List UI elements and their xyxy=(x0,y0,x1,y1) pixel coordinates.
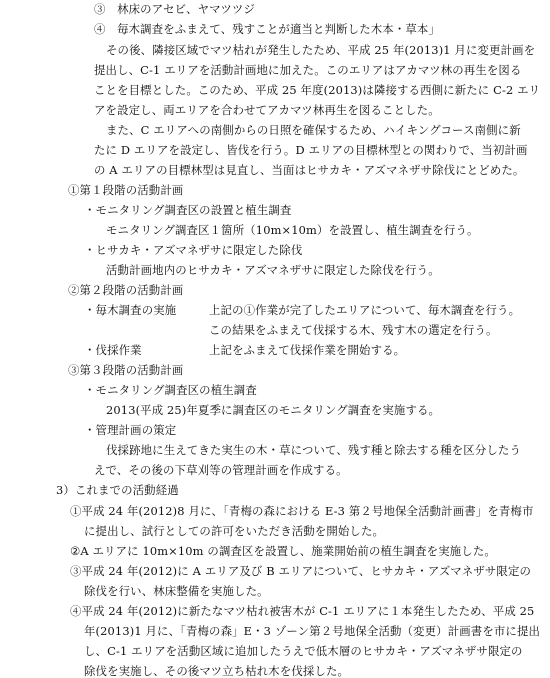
section-heading-stage1: ①第１段階の活動計画 xyxy=(68,183,184,197)
paragraph-line: たに D エリアを設定し、皆伐を行う。D エリアの目標林型との関わりで、当初計画 xyxy=(94,143,528,157)
paragraph-line: アを設定し、両エリアを合わせてアカマツ林再生を図ることした。 xyxy=(94,103,440,117)
list-item-3-undergrowth: ③ 林床のアセビ、ヤマツツジ xyxy=(94,2,255,16)
bullet-detail: 上記の①作業が完了したエリアについて、毎木調査を行う。 xyxy=(209,303,521,317)
history-item-continued: 年(2013)1 月に、「青梅の森」E・3 ゾーン第２号地保全活動（変更）計画書を市に提出 xyxy=(84,624,541,638)
history-item: ④平成 24 年(2012)に新たなマツ枯れ被害木が C-1 エリアに１本発生したため、平成 25 xyxy=(70,604,535,618)
bullet-item: ・管理計画の策定 xyxy=(84,423,177,437)
bullet-detail: 上記をふまえて伐採作業を開始する。 xyxy=(209,343,406,357)
bullet-detail: この結果をふまえて伐採する木、残す木の選定を行う。 xyxy=(209,323,498,337)
bullet-detail: モニタリング調査区１箇所（10m×10m）を設置し、植生調査を行う。 xyxy=(106,223,479,237)
bullet-item: ・モニタリング調査区の植生調査 xyxy=(84,383,257,397)
paragraph-line: の A エリアの目標林型は見直し、当面はヒサカキ・アズマネザサ除伐にとどめた。 xyxy=(94,163,525,177)
bullet-item: ・モニタリング調査区の設置と植生調査 xyxy=(84,203,292,217)
history-item-continued: 除伐を実施し、その後マツ立ち枯れ木を伐採した。 xyxy=(84,664,350,678)
paragraph-line: 提出し、C-1 エリアを活動計画地に加えた。このエリアはアカマツ林の再生を図る xyxy=(94,63,522,77)
paragraph-line: その後、隣接区域でマツ枯れが発生したため、平成 25 年(2013)1 月に変更計画を xyxy=(106,43,536,57)
history-item-continued: に提出し、試行としての許可をいただき活動を開始した。 xyxy=(84,524,385,538)
bullet-detail: えで、その後の下草刈等の管理計画を作成する。 xyxy=(94,463,348,477)
history-item-continued: し、C-1 エリアを活動区域に追加したうえで低木層のヒサカキ・アズマネザサ限定の xyxy=(84,644,523,658)
bullet-item: ・伐採作業 xyxy=(84,343,142,357)
bullet-detail: 活動計画地内のヒサカキ・アズマネザサに限定した除伐を行う。 xyxy=(106,263,440,277)
section-heading-stage2: ②第２段階の活動計画 xyxy=(68,283,184,297)
history-item: ②A エリアに 10m×10m の調査区を設置し、施業開始前の植生調査を実施した。 xyxy=(70,544,496,558)
section-heading-activity-history: 3）これまでの活動経過 xyxy=(56,483,179,497)
bullet-item: ・毎木調査の実施 xyxy=(84,303,177,317)
bullet-detail: 伐採跡地に生えてきた実生の木・草について、残す種と除去する種を区分したう xyxy=(106,443,522,457)
history-item: ①平成 24 年(2012)8 月に、「青梅の森における E-3 第２号地保全活動計画書」を青梅市 xyxy=(70,504,534,518)
history-item: ③平成 24 年(2012)に A エリア及び B エリアについて、ヒサカキ・アズマネザサ限定の xyxy=(70,564,532,578)
bullet-item: ・ヒサカキ・アズマネザサに限定した除伐 xyxy=(84,243,303,257)
list-item-4-retained-plants: ④ 毎木調査をふまえて、残すことが適当と判断した木本・草本」 xyxy=(94,22,440,36)
paragraph-line: ことを目標とした。このため、平成 25 年度(2013)は隣接する西側に新たに C-2 エリ xyxy=(94,83,541,97)
history-item-continued: 除伐を行い、林床整備を実施した。 xyxy=(84,584,269,598)
bullet-detail: 2013(平成 25)年夏季に調査区のモニタリング調査を実施する。 xyxy=(106,403,441,417)
section-heading-stage3: ③第３段階の活動計画 xyxy=(68,363,184,377)
paragraph-line: また、C エリアへの南側からの日照を確保するため、ハイキングコース南側に新 xyxy=(106,123,521,137)
